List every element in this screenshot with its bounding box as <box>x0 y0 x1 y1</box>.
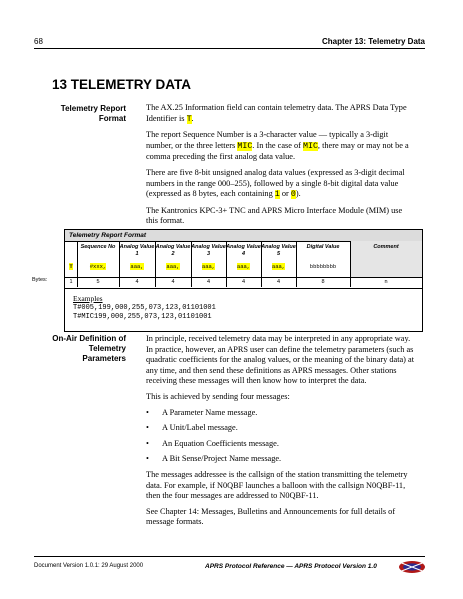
telemetry-format-table <box>64 229 423 332</box>
byte-count: 5 <box>96 278 100 285</box>
column-header: Comment <box>373 244 399 250</box>
aprs-logo-icon <box>396 556 428 576</box>
examples-title: Examples <box>73 294 103 303</box>
column-value: aaa, <box>130 263 144 270</box>
on-air-definition-label <box>40 334 126 364</box>
column-value: aaa, <box>236 263 251 270</box>
column-header: Analog Value 3 <box>191 244 226 257</box>
column-value: T <box>69 263 73 270</box>
code-token: 1 <box>274 190 280 200</box>
label-line: Telemetry <box>88 344 126 353</box>
column-value: #xxx, <box>89 263 107 270</box>
section-heading: 13 TELEMETRY DATA <box>52 77 192 92</box>
document-version: Document Version 1.0.1: 29 August 2000 <box>34 563 144 569</box>
column-header: Analog Value 5 <box>261 244 296 257</box>
column-header: Analog Value 4 <box>226 244 261 257</box>
paragraph: The Kantronics KPC-3+ TNC and APRS Micro Interface Module (MIM) use this format. <box>146 205 403 226</box>
column-value: aaa, <box>271 263 286 270</box>
list-item: • A Parameter Name message. <box>146 408 416 419</box>
column-value: aaa, <box>166 263 180 270</box>
byte-count: 4 <box>206 278 211 285</box>
byte-count: 4 <box>135 278 139 285</box>
paragraph: In principle, received telemetry data may be interpreted in any appropriate way. In practice, however, an APRS user can define the telemetry parameters (such as quadratic coefficients for the analog values, or the meaning of the binary data) at any time, and then send these definitions as APRS messages. Other stations receiving these messages will then know how to interpret the data. <box>146 334 415 386</box>
paragraph: The AX.25 Information field can contain telemetry data. The APRS Data Type Identifier is T. <box>146 103 407 124</box>
code-token: MIC <box>302 141 318 151</box>
column-header: Analog Value 2 <box>155 244 191 257</box>
section2-body <box>146 334 416 533</box>
list-item: • A Unit/Label message. <box>146 423 416 434</box>
byte-count: 1 <box>69 278 73 285</box>
table-title: Telemetry Report Format <box>65 230 422 242</box>
column-value: aaa, <box>201 263 216 270</box>
column-value: bbbbbbbb <box>309 263 337 270</box>
paragraph: This is achieved by sending four messages: <box>146 391 290 401</box>
list-item: • An Equation Coefficients message. <box>146 439 416 450</box>
list-item: • A Bit Sense/Project Name message. <box>146 454 416 465</box>
header-rule <box>34 48 425 49</box>
example-line: T#005,199,000,255,073,123,01101001 <box>73 304 216 312</box>
byte-count: 4 <box>276 278 281 285</box>
chapter-title: Chapter 13: Telemetry Data <box>322 37 425 46</box>
byte-count: 8 <box>321 278 325 285</box>
label-line: On-Air Definition of <box>52 334 126 343</box>
example-line: T#MIC199,000,255,073,123,01101001 <box>73 313 212 321</box>
column-header: Sequence No <box>80 244 116 250</box>
code-token: T <box>186 114 192 124</box>
byte-count: 4 <box>241 278 246 285</box>
section1-body <box>146 103 416 232</box>
label-line: Format <box>98 114 126 123</box>
telemetry-report-format-label <box>40 104 126 124</box>
column-header: Analog Value 1 <box>119 244 155 257</box>
paragraph: See Chapter 14: Messages, Bulletins and Announcements for full details of message formats. <box>146 506 396 527</box>
footer-title: APRS Protocol Reference — APRS Protocol Version 1.0 <box>205 563 377 570</box>
paragraph: The messages addressee is the callsign of the station transmitting the telemetry data. For example, if N0QBF launches a balloon with the callsign N0QBF-11, then the four messages are addressed to N0QBF-11. <box>146 469 408 501</box>
byte-count: 4 <box>171 278 175 285</box>
bytes-label: Bytes: <box>32 277 48 283</box>
code-token: 0 <box>290 190 296 200</box>
column-header: Digital Value <box>306 244 340 250</box>
label-line: Parameters <box>82 354 126 363</box>
code-token: MIC <box>237 141 253 151</box>
footer-rule <box>34 556 425 557</box>
bullet-list <box>146 408 416 465</box>
page-number: 68 <box>34 37 43 46</box>
byte-count: n <box>384 278 388 285</box>
paragraph: The report Sequence Number is a 3-character value — typically a 3-digit number, or the three letters MIC. In the case of MIC, there may or may not be a comma preceding the first analog data value. <box>146 130 409 162</box>
paragraph: There are five 8-bit unsigned analog data values (expressed as 3-digit decimal numbers in the range 000–255), followed by a single 8-bit digital data value (expressed as 8 bytes, each containing 1 or 0). <box>146 167 405 200</box>
label-line: Telemetry Report <box>60 104 126 113</box>
